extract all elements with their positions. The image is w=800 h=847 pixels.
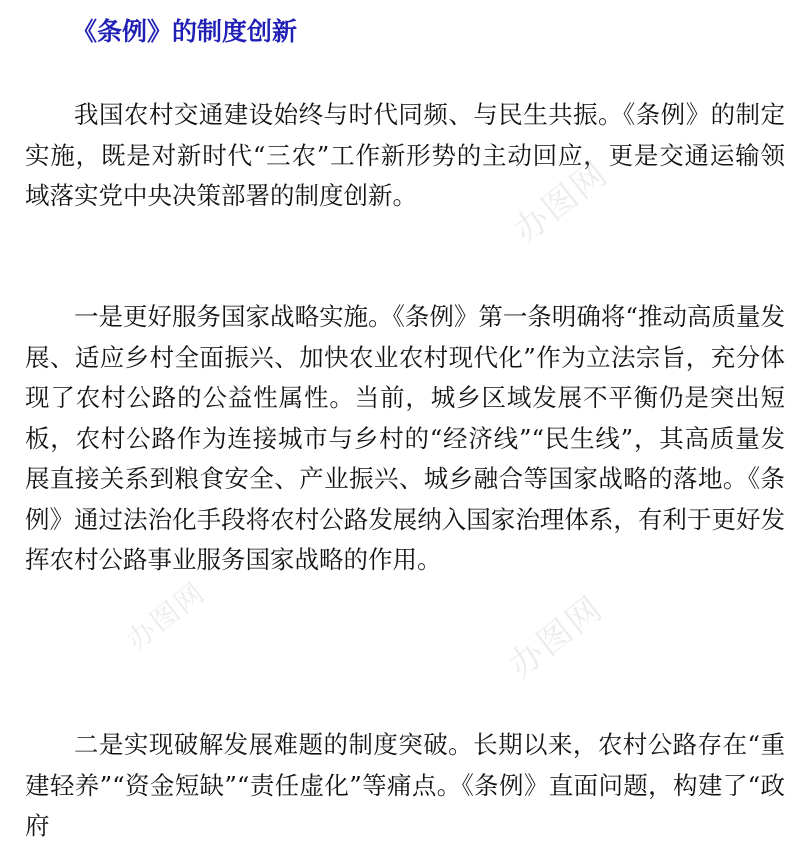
paragraph-point-one: 一是更好服务国家战略实施。《条例》第一条明确将“推动高质量发展、适应乡村全面振兴、加快农业农村现代化”作为立法宗旨，充分体现了农村公路的公益性属性。当前，城乡区域发展不平衡仍是突出短板，农村公路作为连接城市与乡村的“经济线”“民生线”，其高质量发展直接关系到粮食安全、产业振兴、城乡融合等国家战略的落地。《条例》通过法治化手段将农村公路发展纳入国家治理体系，有利于更好发挥农村公路事业服务国家战略的作用。 xyxy=(25,302,785,574)
watermark: 办图网 xyxy=(506,153,617,252)
watermark: 办图网 xyxy=(501,588,612,687)
paragraph-point-two: 二是实现破解发展难题的制度突破。长期以来，农村公路存在“重建轻养”“资金短缺”“责任虚化”等痛点。《条例》直面问题，构建了“政府 xyxy=(25,730,785,840)
paragraph-intro: 我国农村交通建设始终与时代同频、与民生共振。《条例》的制定实施，既是对新时代“三农”工作新形势的主动回应，更是交通运输领域落实党中央决策部署的制度创新。 xyxy=(25,100,785,210)
watermark: 办图网 xyxy=(120,575,212,657)
section-heading: 《条例》的制度创新 xyxy=(72,17,298,46)
